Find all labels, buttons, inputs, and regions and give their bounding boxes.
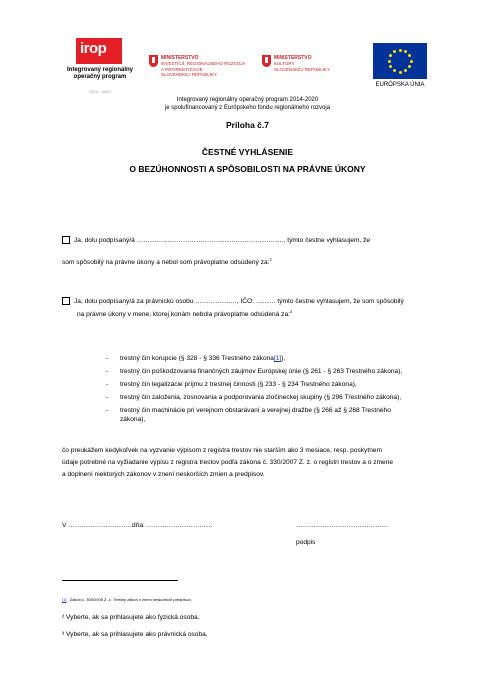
footnote-1-text: Zákon č. 300/2005 Z. z. Trestný zákon v znení neskorších predpisov.	[69, 597, 192, 602]
natural-person-checkbox[interactable]	[62, 236, 70, 244]
option2-line2-text: na právne úkony v mene, ktorej konám nebola právoplatne odsúdená za:	[77, 311, 290, 319]
slovak-crest-icon	[149, 55, 158, 67]
list-dash: -	[106, 355, 109, 362]
annex-title: Príloha č.7	[226, 120, 269, 130]
crime-item-1	[120, 354, 285, 363]
eu-star-icon	[410, 60, 413, 63]
footnote-1	[62, 597, 192, 602]
crime-item-4: trestný čin založenia, zosnovania a podporovania zločineckej skupiny (§ 296 Trestného zákona),	[120, 394, 402, 401]
eu-star-icon	[393, 69, 396, 72]
irop-subtitle	[64, 67, 136, 81]
eu-label: EURÓPSKA ÚNIA	[375, 82, 425, 88]
declaration-subtitle: O BEZÚHONNOSTI A SPÔSOBILOSTI NA PRÁVNE ÚKONY	[129, 164, 366, 174]
footnote-1-anchor[interactable]: [1]	[62, 597, 67, 602]
eu-star-icon	[388, 60, 391, 63]
footnote-2: ² Vyberte, ak sa prihlasujete ako fyzická osoba.	[62, 614, 200, 621]
eu-star-icon	[404, 50, 407, 53]
option2-line2	[77, 307, 292, 319]
option1-line2	[62, 255, 272, 267]
list-dash: -	[106, 381, 109, 388]
list-dash: -	[106, 394, 109, 401]
option2-line1: Ja, dolu podpísaný/á za právnickú osobu ………………., IČO: ……… týmto čestne vyhlasujem, že som spôsobilý	[74, 298, 404, 305]
list-dash: -	[106, 407, 109, 414]
ministry2-sub2: SLOVENSKEJ REPUBLIKY	[274, 66, 331, 72]
crime-item-5: trestný čin machinácie pri verejnom obstarávaní a verejnej dražbe (§ 266 až § 268 Trestného	[120, 407, 391, 414]
list-dash: -	[106, 368, 109, 375]
eu-star-icon	[393, 50, 396, 53]
ministry2-label: MINISTERSTVO	[274, 55, 312, 61]
crime-item-5-cont: zákona),	[120, 416, 146, 423]
signature-label: podpis	[296, 539, 316, 546]
eu-star-icon	[389, 65, 392, 68]
ministry1-sub3: SLOVENSKEJ REPUBLIKY	[161, 72, 218, 77]
option1-sup: 2	[269, 257, 272, 262]
ministry1-label: MINISTERSTVO	[161, 55, 199, 61]
crime-item-2: trestný čin poškodzovania finančných záujmov Európskej únie (§ 261 - § 263 Trestného zákona),	[120, 368, 403, 375]
footnote-separator	[62, 580, 178, 581]
eu-star-icon	[408, 65, 411, 68]
crime-item-1-end: ),	[281, 355, 286, 362]
eu-star-icon	[408, 54, 411, 57]
crime-item-3: trestný čin legalizácie príjmu z trestnej činnosti (§ 233 - § 234 Trestného zákona),	[120, 381, 357, 388]
footnote-3: ³ Vyberte, ak sa prihlasujete ako právnická osoba.	[62, 631, 208, 638]
irop-subtitle-line-2: operačný program	[73, 74, 127, 80]
ministry-investment-logo	[161, 55, 246, 78]
irop-subtitle-line-1: Integrovaný regionálny	[66, 67, 133, 73]
option2-sup: 3	[289, 309, 293, 314]
footnote-1-link[interactable]: [1]	[273, 355, 282, 362]
program-line-1: Integrovaný regionálny operačný program 2014-2020	[176, 97, 319, 103]
legal-person-checkbox[interactable]	[62, 297, 70, 305]
eu-star-icon	[389, 54, 392, 57]
ministry1-sub1: INVESTÍCIÍ, REGIONÁLNEHO ROZVOJA	[161, 61, 246, 66]
eu-star-icon	[399, 71, 402, 74]
program-line-2: je spolufinancovaný z Európskeho fondu regionálneho rozvoja	[164, 105, 331, 111]
eu-star-icon	[399, 49, 402, 52]
ministry-culture-logo	[274, 55, 330, 72]
eu-flag-icon	[373, 43, 427, 79]
option1-line2-text: som spôsobilý na právne úkony a nebol som právoplatne odsúdený za:	[62, 259, 270, 267]
signature-field[interactable]: ……………………………………	[296, 522, 389, 529]
date-field[interactable]: dňa: …………………………	[132, 522, 213, 529]
place-field[interactable]: V …………………………	[62, 522, 135, 529]
ministry2-sub1: KULTÚRY	[274, 61, 295, 66]
eu-star-icon	[404, 69, 407, 72]
option1-line1: Ja, dolu podpísaný/á …………………………………………………………., týmto čestne vyhlasujem, že	[74, 237, 371, 244]
irop-years: 2014 - 2020	[89, 89, 111, 94]
closing-line-1: čo preukážem kedykoľvek na vyzvanie výpisom z registra trestov nie starším ako 3 mesiace, resp. poskytnem	[62, 447, 383, 454]
crime-item-1-text: trestný čin korupcie (§ 328 - § 336 Trestného zákona	[120, 355, 274, 362]
slovak-crest-icon	[262, 55, 271, 67]
closing-line-3: a doplnení niektorých zákonov v znení neskorších zmien a predpisov.	[62, 471, 265, 478]
ministry1-sub2: A INFORMATIZÁCIE	[161, 66, 203, 72]
declaration-title: ČESTNÉ VYHLÁSENIE	[201, 147, 294, 157]
irop-logo-text: irop	[80, 40, 107, 57]
closing-line-2: údaje potrebné na vyžiadanie výpisu z registra trestov podľa zákona č. 330/2007 Z. z. o registri trestov a o zmene	[62, 459, 394, 466]
